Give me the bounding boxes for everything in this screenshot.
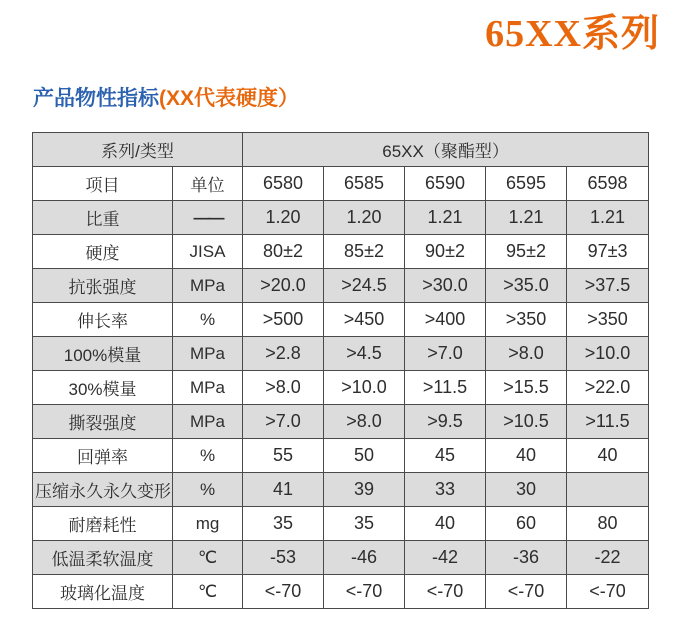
cell: 80±2 [243, 235, 324, 269]
table-row [33, 303, 649, 337]
cell: 50 [324, 439, 405, 473]
row-label: 30%模量 [33, 371, 173, 405]
cell: >8.0 [324, 405, 405, 439]
cell: >9.5 [405, 405, 486, 439]
row-unit: % [173, 303, 243, 337]
table-row [33, 337, 649, 371]
cell: >400 [405, 303, 486, 337]
row-unit: ℃ [173, 575, 243, 609]
cell: >11.5 [567, 405, 649, 439]
cell: 1.20 [243, 201, 324, 235]
cell: 55 [243, 439, 324, 473]
row-label: 压缩永久永久变形 [33, 473, 173, 507]
row-unit: JISA [173, 235, 243, 269]
cell: >10.0 [567, 337, 649, 371]
cell: >30.0 [405, 269, 486, 303]
row-unit: MPa [173, 269, 243, 303]
table-row [33, 439, 649, 473]
row-unit: % [173, 439, 243, 473]
cell: 35 [243, 507, 324, 541]
cell: 1.20 [324, 201, 405, 235]
table-row [33, 269, 649, 303]
row-label: 低温柔软温度 [33, 541, 173, 575]
row-label: 抗张强度 [33, 269, 173, 303]
series-type-label: 系列/类型 [33, 133, 243, 167]
table-row [33, 507, 649, 541]
cell: 85±2 [324, 235, 405, 269]
row-label: 100%模量 [33, 337, 173, 371]
section-heading-main: 产品物性指标 [33, 87, 159, 110]
cell: 45 [405, 439, 486, 473]
col-header-grade: 6580 [243, 167, 324, 201]
table-row [33, 541, 649, 575]
cell: <-70 [567, 575, 649, 609]
cell: <-70 [486, 575, 567, 609]
cell: >350 [486, 303, 567, 337]
row-unit: MPa [173, 371, 243, 405]
table-row [33, 201, 649, 235]
cell: >22.0 [567, 371, 649, 405]
cell: -42 [405, 541, 486, 575]
row-unit: ℃ [173, 541, 243, 575]
table-row [33, 575, 649, 609]
cell: -22 [567, 541, 649, 575]
cell: 40 [405, 507, 486, 541]
cell: 90±2 [405, 235, 486, 269]
cell: >500 [243, 303, 324, 337]
cell: >10.5 [486, 405, 567, 439]
row-label: 回弹率 [33, 439, 173, 473]
cell: -36 [486, 541, 567, 575]
cell: >8.0 [486, 337, 567, 371]
cell: >7.0 [405, 337, 486, 371]
series-value: 65XX（聚酯型） [243, 133, 649, 167]
col-header-grade: 6595 [486, 167, 567, 201]
cell: 1.21 [486, 201, 567, 235]
table-row [33, 371, 649, 405]
col-header-item: 项目 [33, 167, 173, 201]
cell: <-70 [324, 575, 405, 609]
cell: 40 [567, 439, 649, 473]
cell: >24.5 [324, 269, 405, 303]
row-unit: —— [173, 201, 243, 235]
col-header-grade: 6590 [405, 167, 486, 201]
row-unit: mg [173, 507, 243, 541]
cell [567, 473, 649, 507]
cell: >7.0 [243, 405, 324, 439]
table-row [33, 235, 649, 269]
cell: >8.0 [243, 371, 324, 405]
cell: >2.8 [243, 337, 324, 371]
table-row [33, 473, 649, 507]
cell: >37.5 [567, 269, 649, 303]
table-header-row-series [33, 133, 649, 167]
row-label: 伸长率 [33, 303, 173, 337]
row-unit: MPa [173, 337, 243, 371]
section-heading-note: (XX代表硬度） [159, 87, 300, 110]
cell: 1.21 [405, 201, 486, 235]
cell: >350 [567, 303, 649, 337]
cell: -53 [243, 541, 324, 575]
cell: 33 [405, 473, 486, 507]
cell: >450 [324, 303, 405, 337]
cell: <-70 [243, 575, 324, 609]
cell: 40 [486, 439, 567, 473]
col-header-grade: 6598 [567, 167, 649, 201]
cell: 95±2 [486, 235, 567, 269]
cell: 41 [243, 473, 324, 507]
row-label: 比重 [33, 201, 173, 235]
row-unit: MPa [173, 405, 243, 439]
cell: >35.0 [486, 269, 567, 303]
cell: 1.21 [567, 201, 649, 235]
row-unit: % [173, 473, 243, 507]
spec-table [32, 132, 649, 609]
row-label: 硬度 [33, 235, 173, 269]
cell: >11.5 [405, 371, 486, 405]
cell: 35 [324, 507, 405, 541]
section-heading [33, 82, 299, 112]
cell: 97±3 [567, 235, 649, 269]
table-header-row-columns [33, 167, 649, 201]
page-title: 65XX系列 [485, 13, 660, 55]
table-row [33, 405, 649, 439]
col-header-grade: 6585 [324, 167, 405, 201]
cell: -46 [324, 541, 405, 575]
cell: >10.0 [324, 371, 405, 405]
cell: <-70 [405, 575, 486, 609]
row-label: 耐磨耗性 [33, 507, 173, 541]
col-header-unit: 单位 [173, 167, 243, 201]
cell: 30 [486, 473, 567, 507]
row-label: 玻璃化温度 [33, 575, 173, 609]
cell: 60 [486, 507, 567, 541]
cell: >4.5 [324, 337, 405, 371]
cell: 80 [567, 507, 649, 541]
cell: >20.0 [243, 269, 324, 303]
cell: 39 [324, 473, 405, 507]
row-label: 撕裂强度 [33, 405, 173, 439]
cell: >15.5 [486, 371, 567, 405]
